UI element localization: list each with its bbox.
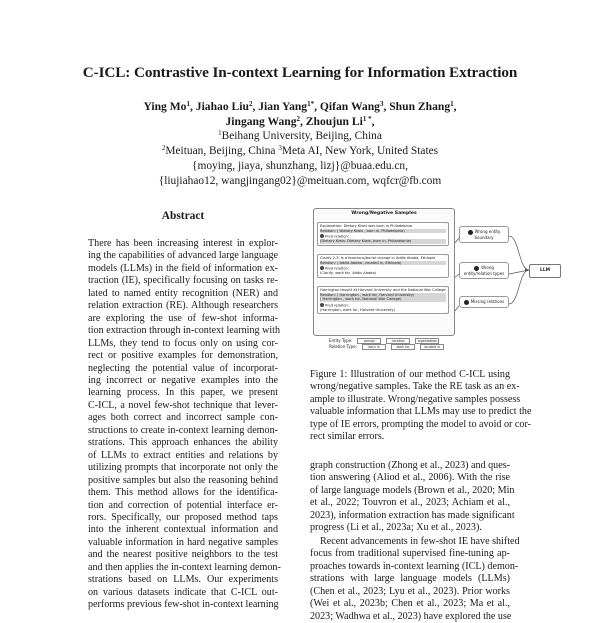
text-line: strations. This approach enhances the ability <box>88 437 278 449</box>
figure-1 <box>313 208 563 358</box>
figure-caption <box>310 369 532 444</box>
author-name: Jian Yang <box>258 100 308 113</box>
legend-entity-1: person <box>357 338 381 344</box>
author-sup: 3 <box>379 100 384 108</box>
body-paragraph-2 <box>310 536 520 623</box>
text-line: focus from traditional supervised fine-tuning ap- <box>310 548 510 560</box>
authors-line-1: Ying Mo$^1$, Jiahao Liu$^2$, Jian Yang$^{1*}$, Qifan Wang$^3$, Shun Zhang$^1$, <box>143 100 457 113</box>
text-line: (Wei et al., 2023b; Chen et al., 2023; Ma et al., <box>310 598 510 610</box>
author-sup: 1* <box>307 100 315 108</box>
legend-relation-3: located in <box>420 344 444 350</box>
text-line: performs previous few-shot in-context learning <box>88 599 279 611</box>
warning-icon <box>464 300 469 305</box>
text-line: rect similar errors. <box>310 431 385 443</box>
text-line: valuable information that LLMs may use to predict the <box>310 406 532 418</box>
affiliation-3-text: Meta AI, New York, United States <box>281 145 439 157</box>
affiliation-2-sup: 2 <box>161 144 166 152</box>
text-line: tion extraction through in-context learning with <box>88 325 281 337</box>
author-sup: 1 <box>186 100 190 108</box>
text-line: lated to named entity recognition (NER) and <box>88 287 278 299</box>
author-name: Shun Zhang <box>389 100 451 113</box>
author-sup: 1 * <box>362 115 372 123</box>
affiliation-1-text: Beihang University, Beijing, China <box>221 130 382 142</box>
text-line: utilizing prompts that incorporate not only the <box>88 462 278 474</box>
text-line: structions to create in-context learning demon- <box>88 424 278 436</box>
author-name: Jiahao Liu <box>195 100 249 113</box>
text-line: tion and correction of potential interface er- <box>88 499 278 511</box>
text-line: strations based on LLMs. Our experiments <box>88 574 278 586</box>
body-paragraph-1 <box>310 460 515 535</box>
legend-relation-2: work for <box>391 344 415 350</box>
sample-3 <box>317 286 449 314</box>
text-line: learning process. In this paper, we present <box>88 387 278 399</box>
legend-entity-2: location <box>386 338 410 344</box>
author-sup: 1 <box>450 100 454 108</box>
text-line: Figure 1: Illustration of our method C-ICL using <box>310 369 510 380</box>
samples-box-title: Wrong/Negative Samples <box>351 211 417 216</box>
text-line: graph construction (Zhong et al., 2023) and ques- <box>310 460 510 471</box>
text-line: ing incorrect or negative examples into the <box>88 374 278 386</box>
llm-box: LLM <box>529 264 561 278</box>
text-line: LLMs, they tend to focus only on using cor- <box>88 337 278 349</box>
sample-3-text: Harrington taught at Harvard University and the National War College <box>320 288 446 292</box>
affiliation-2-text: Meituan, Beijing, China <box>165 145 279 157</box>
text-line: There has been increasing interest in explor- <box>88 238 278 249</box>
sample-3-pred-value: (Harrington, work for, Harvard University) <box>320 307 396 312</box>
text-line: relation extraction (RE). Although researchers <box>88 300 278 312</box>
author-sup: 2 <box>296 115 300 123</box>
text-line: rect or positive examples for demonstration, <box>88 350 278 362</box>
sample-2 <box>317 254 449 278</box>
text-line: valuable information in hard negative samples <box>88 536 278 548</box>
authors-line-2: Jingang Wang$^2$, Zhoujun $Li^{1 *}$, <box>225 115 375 128</box>
text-line: wrong/negative samples. Take the RE task as an ex- <box>310 381 520 393</box>
legend-entity-3: organization <box>415 338 439 344</box>
email-line-1: {moying, jiaya, shunzhang, lizj}@buaa.edu.cn, <box>192 160 408 172</box>
text-line: type of IE errors, prompting the model to avoid or cor- <box>310 418 531 430</box>
sample-2-pred-label: Pred relation: <box>325 266 350 271</box>
text-line: positive samples but also the reasoning behind <box>88 474 278 486</box>
text-line: and then applies the in-context learning demon- <box>88 561 281 573</box>
text-line: are exploring the use of few-shot informa- <box>88 312 278 324</box>
warning-icon <box>468 230 473 235</box>
text-line: into the inherent contextual information and <box>88 524 278 536</box>
sample-2-text: Clarify 2-3, is a ferocious/burial change in Addis Ababa, Ethiopia <box>320 256 436 260</box>
side-label-3: Missing relations <box>470 299 505 304</box>
sample-1 <box>317 222 449 246</box>
text-line: 2023), information extraction has made significant <box>310 509 515 521</box>
text-line: and the nearest positive neighbors to the test <box>88 549 278 561</box>
paper-title: C-ICL: Contrastive In-context Learning for Information Extraction <box>82 64 518 81</box>
side-label-1: Wrong entity boundary <box>474 229 501 240</box>
sample-2-pred-value: (Clarify, work for, Addis Ababa) <box>320 271 377 276</box>
text-line: models (LLMs) in the field of information ex- <box>88 262 278 274</box>
text-line: tion answering (Aliod et al., 2006). With the rise <box>310 472 510 484</box>
sample-3-relation-2: ( Harrington , work for, National War College) <box>320 297 446 302</box>
text-line: of LLMs to extract entities and relations by <box>88 449 278 461</box>
text-line: proaches towards in-context learning (ICL) demon- <box>310 560 519 572</box>
side-label-2: Wrong entity/relation types <box>463 265 505 276</box>
text-line: them. This method allows for the identifica- <box>88 487 278 499</box>
side-label-types <box>459 262 509 279</box>
legend-entity-label: Entity Type: <box>329 338 353 343</box>
author-name: Ying Mo <box>143 100 187 113</box>
text-line: Recent advancements in few-shot IE have shifted <box>320 536 520 547</box>
text-line: 2023; Wadhwa et al., 2023) have explored the use <box>310 610 512 622</box>
side-label-boundary <box>459 226 509 243</box>
sample-3-relation: Relation: ( Harrington , work for, Harvard University) <box>320 293 446 298</box>
sample-1-relation: Relation: ( Dietary Kiwis , born in, Philadelphia) <box>320 229 446 234</box>
text-line: traction (IE), specifically focusing on tasks re- <box>88 275 278 287</box>
text-line: rors. Specifically, our proposed method taps <box>88 511 278 523</box>
side-label-missing <box>459 296 509 308</box>
gear-icon <box>320 303 324 307</box>
legend-relation-row <box>329 344 509 350</box>
legend-relation-1: born in <box>362 344 386 350</box>
sample-1-pred-value: (Dietary Kiwis: Dietary Kiwis, born in, Philadelphia) <box>320 239 446 244</box>
text-line: progress (Li et al., 2023a; Xu et al., 2023). <box>310 522 482 534</box>
text-line: ages both correct and incorrect sample con- <box>88 412 278 424</box>
text-line: strations with large language models (LLMs) <box>310 573 510 585</box>
text-line: of large language models (Brown et al., 2020; Min <box>310 484 515 496</box>
text-line: (Chen et al., 2023; Lyu et al., 2023). Prior works <box>310 585 510 597</box>
figure-legend <box>329 338 509 350</box>
author-name: Zhoujun Li <box>305 115 363 128</box>
text-line: et al., 2022; Touvron et al., 2023; Achiam et al., <box>310 497 510 509</box>
email-line-2: {liujiahao12, wangjingang02}@meituan.com, wqfcr@fb.com <box>158 175 442 187</box>
sample-1-pred-label: Pred relation: <box>325 234 350 239</box>
affiliation-1-sup: 1 <box>218 129 222 137</box>
text-line: C-ICL, a novel few-shot technique that lever- <box>88 399 278 411</box>
text-line: ing the capabilities of advanced large language <box>88 250 278 262</box>
author-sup: 2 <box>248 100 253 108</box>
text-line: on various datasets indicate that C-ICL out- <box>88 586 278 598</box>
sample-3-pred-label: Pred relation: <box>325 303 350 308</box>
abstract-heading: Abstract <box>161 210 205 222</box>
gear-icon <box>320 234 324 238</box>
sample-2-relation: Relation: ( Addis Ababa , located in, Ethiopia) <box>320 261 446 266</box>
sample-1-text: Explanation: Dietary Kiwis was born in Philadelphia <box>320 224 413 228</box>
text-line: ample to illustrate. Wrong/negative samples possess <box>310 393 521 405</box>
text-line: neglecting the potential value of incorporat- <box>88 362 278 374</box>
author-name: Jingang Wang <box>225 115 297 128</box>
abstract-body <box>88 238 281 612</box>
legend-relation-label: Relation Type: <box>329 344 358 349</box>
affiliation-3-sup: 3 <box>278 144 282 152</box>
gear-icon <box>320 266 324 270</box>
author-name: Qifan Wang <box>319 100 380 113</box>
